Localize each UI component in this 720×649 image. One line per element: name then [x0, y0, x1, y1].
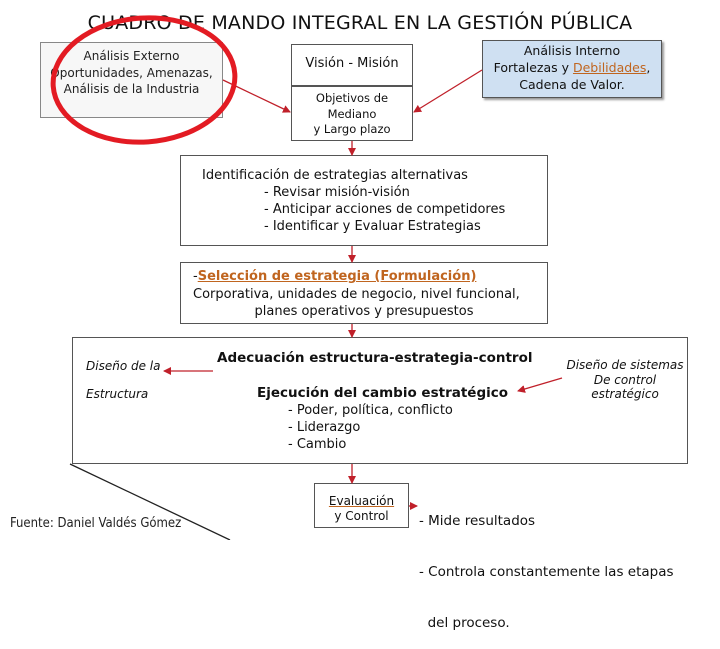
- comma-text: ,: [646, 60, 651, 75]
- seleccion-line2: Corporativa, unidades de negocio, nivel funcional,: [193, 287, 520, 302]
- objetivos-line1: Objetivos de: [315, 91, 389, 105]
- diseno-estructura-line1: Diseño de la: [86, 359, 161, 373]
- shadow-line: [70, 464, 230, 540]
- fortalezas-text: Fortalezas y: [493, 60, 573, 75]
- seleccion-heading-link[interactable]: Selección de estrategia (Formulación): [197, 269, 477, 284]
- objetivos-line3: y Largo plazo: [313, 122, 391, 136]
- diseno-sistemas-line3: estratégico: [591, 387, 659, 401]
- ejecucion-item: - Cambio: [288, 437, 347, 452]
- resultados-item: - Mide resultados: [419, 513, 536, 529]
- highlight-circle: [49, 12, 239, 148]
- vision-mision-text: Visión - Misión: [305, 56, 399, 71]
- analisis-externo-line2: Oportunidades, Amenazas,: [50, 65, 213, 80]
- debilidades-link[interactable]: Debilidades: [572, 60, 647, 75]
- seleccion-line3: planes operativos y presupuestos: [254, 304, 474, 319]
- identificacion-item: - Identificar y Evaluar Estrategias: [264, 219, 481, 234]
- page-title: CUADRO DE MANDO INTEGRAL EN LA GESTIÓN PÚBLICA: [87, 12, 633, 34]
- identificacion-item: - Revisar misión-visión: [264, 185, 410, 200]
- arrow-from-diseno-sistemas: [518, 378, 562, 391]
- analisis-externo-line1: Análisis Externo: [83, 49, 180, 63]
- adecuacion-text: Adecuación estructura-estrategia-control: [217, 350, 533, 366]
- analisis-interno-line3: Cadena de Valor.: [519, 77, 625, 92]
- arrow-interno-objetivos: [414, 70, 482, 112]
- resultados-item: del proceso.: [419, 615, 510, 631]
- seleccion-dash: -: [193, 269, 198, 284]
- identificacion-heading: Identificación de estrategias alternativas: [202, 168, 468, 183]
- diseno-estructura-line2: Estructura: [86, 387, 149, 401]
- ejecucion-item: - Poder, política, conflicto: [288, 403, 453, 418]
- source-caption: Fuente: Daniel Valdés Gómez: [10, 516, 182, 531]
- resultados-item: - Controla constantemente las etapas: [419, 564, 674, 580]
- evaluacion-label: Evaluación: [328, 494, 395, 508]
- ejecucion-heading: Ejecución del cambio estratégico: [257, 385, 509, 401]
- diseno-sistemas-line1: Diseño de sistemas: [566, 358, 684, 372]
- objetivos-line2: Mediano: [327, 106, 377, 121]
- evaluacion-line2: y Control: [334, 509, 389, 523]
- identificacion-item: - Anticipar acciones de competidores: [264, 202, 506, 217]
- analisis-interno-line1: Análisis Interno: [523, 43, 621, 58]
- diseno-sistemas-line2: De control: [593, 372, 657, 387]
- analisis-externo-line3: Análisis de la Industria: [63, 82, 200, 96]
- ejecucion-item: - Liderazgo: [288, 420, 361, 435]
